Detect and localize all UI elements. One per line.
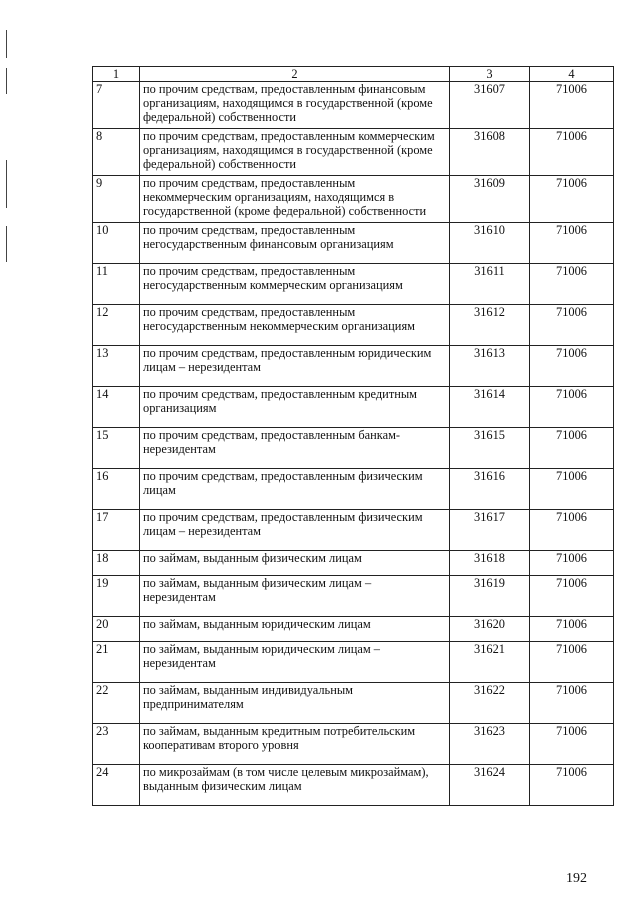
margin-mark xyxy=(6,68,7,94)
row-code: 31622 xyxy=(450,683,530,724)
row-account: 71006 xyxy=(530,428,614,469)
row-code: 31616 xyxy=(450,469,530,510)
margin-mark xyxy=(6,30,7,58)
row-description: по прочим средствам, предоставленным физическим лицам – нерезидентам xyxy=(140,510,450,551)
row-description: по прочим средствам, предоставленным банкам-нерезидентам xyxy=(140,428,450,469)
table-row xyxy=(93,469,614,510)
row-account: 71006 xyxy=(530,683,614,724)
row-account: 71006 xyxy=(530,724,614,765)
table-row xyxy=(93,264,614,305)
row-code: 31611 xyxy=(450,264,530,305)
row-account: 71006 xyxy=(530,510,614,551)
page-number: 192 xyxy=(566,871,587,886)
row-code: 31621 xyxy=(450,642,530,683)
table-row xyxy=(93,428,614,469)
row-account: 71006 xyxy=(530,387,614,428)
table-row xyxy=(93,576,614,617)
margin-mark xyxy=(6,226,7,262)
row-description: по прочим средствам, предоставленным негосударственным коммерческим организациям xyxy=(140,264,450,305)
table-row xyxy=(93,683,614,724)
row-number: 8 xyxy=(93,129,140,176)
row-description: по займам, выданным юридическим лицам xyxy=(140,617,450,642)
table-row xyxy=(93,617,614,642)
row-number: 14 xyxy=(93,387,140,428)
row-description: по займам, выданным индивидуальным предпринимателям xyxy=(140,683,450,724)
header-row xyxy=(93,67,614,82)
row-number: 10 xyxy=(93,223,140,264)
row-description: по прочим средствам, предоставленным коммерческим организациям, находящимся в государственной (кроме федеральной) собственности xyxy=(140,129,450,176)
row-account: 71006 xyxy=(530,765,614,806)
row-description: по займам, выданным физическим лицам – нерезидентам xyxy=(140,576,450,617)
row-account: 71006 xyxy=(530,82,614,129)
row-account: 71006 xyxy=(530,617,614,642)
row-description: по микрозаймам (в том числе целевым микрозаймам), выданным физическим лицам xyxy=(140,765,450,806)
row-account: 71006 xyxy=(530,642,614,683)
row-number: 24 xyxy=(93,765,140,806)
row-number: 11 xyxy=(93,264,140,305)
table-row xyxy=(93,305,614,346)
row-account: 71006 xyxy=(530,551,614,576)
row-code: 31614 xyxy=(450,387,530,428)
row-description: по займам, выданным физическим лицам xyxy=(140,551,450,576)
row-account: 71006 xyxy=(530,576,614,617)
row-code: 31620 xyxy=(450,617,530,642)
table-row xyxy=(93,129,614,176)
row-code: 31613 xyxy=(450,346,530,387)
row-number: 12 xyxy=(93,305,140,346)
row-description: по прочим средствам, предоставленным некоммерческим организациям, находящимся в государственной (кроме федеральной) собственности xyxy=(140,176,450,223)
row-number: 22 xyxy=(93,683,140,724)
row-code: 31617 xyxy=(450,510,530,551)
row-code: 31618 xyxy=(450,551,530,576)
row-description: по прочим средствам, предоставленным финансовым организациям, находящимся в государственной (кроме федеральной) собственности xyxy=(140,82,450,129)
row-code: 31623 xyxy=(450,724,530,765)
header-cell-3: 3 xyxy=(450,67,530,82)
row-code: 31610 xyxy=(450,223,530,264)
row-number: 15 xyxy=(93,428,140,469)
table-row xyxy=(93,642,614,683)
row-code: 31619 xyxy=(450,576,530,617)
table-row xyxy=(93,82,614,129)
accounts-table xyxy=(92,66,614,806)
row-description: по прочим средствам, предоставленным физическим лицам xyxy=(140,469,450,510)
row-account: 71006 xyxy=(530,264,614,305)
row-description: по прочим средствам, предоставленным негосударственным некоммерческим организациям xyxy=(140,305,450,346)
row-account: 71006 xyxy=(530,305,614,346)
row-code: 31608 xyxy=(450,129,530,176)
row-description: по прочим средствам, предоставленным негосударственным финансовым организациям xyxy=(140,223,450,264)
table-row xyxy=(93,387,614,428)
margin-mark xyxy=(6,160,7,208)
row-description: по займам, выданным кредитным потребительским кооперативам второго уровня xyxy=(140,724,450,765)
row-number: 23 xyxy=(93,724,140,765)
row-number: 9 xyxy=(93,176,140,223)
row-number: 21 xyxy=(93,642,140,683)
header-cell-4: 4 xyxy=(530,67,614,82)
row-code: 31612 xyxy=(450,305,530,346)
table-row xyxy=(93,223,614,264)
header-cell-2: 2 xyxy=(140,67,450,82)
table-row xyxy=(93,724,614,765)
margin-scan-marks xyxy=(6,0,10,905)
row-number: 19 xyxy=(93,576,140,617)
table-row xyxy=(93,765,614,806)
row-description: по займам, выданным юридическим лицам – нерезидентам xyxy=(140,642,450,683)
row-number: 16 xyxy=(93,469,140,510)
table-row xyxy=(93,510,614,551)
row-description: по прочим средствам, предоставленным юридическим лицам – нерезидентам xyxy=(140,346,450,387)
row-account: 71006 xyxy=(530,223,614,264)
row-number: 13 xyxy=(93,346,140,387)
row-number: 20 xyxy=(93,617,140,642)
row-account: 71006 xyxy=(530,129,614,176)
row-number: 7 xyxy=(93,82,140,129)
table-row xyxy=(93,346,614,387)
row-code: 31609 xyxy=(450,176,530,223)
row-account: 71006 xyxy=(530,346,614,387)
header-cell-1: 1 xyxy=(93,67,140,82)
row-code: 31607 xyxy=(450,82,530,129)
row-account: 71006 xyxy=(530,176,614,223)
row-code: 31624 xyxy=(450,765,530,806)
table-row xyxy=(93,176,614,223)
row-account: 71006 xyxy=(530,469,614,510)
row-code: 31615 xyxy=(450,428,530,469)
row-number: 17 xyxy=(93,510,140,551)
row-number: 18 xyxy=(93,551,140,576)
row-description: по прочим средствам, предоставленным кредитным организациям xyxy=(140,387,450,428)
table-row xyxy=(93,551,614,576)
